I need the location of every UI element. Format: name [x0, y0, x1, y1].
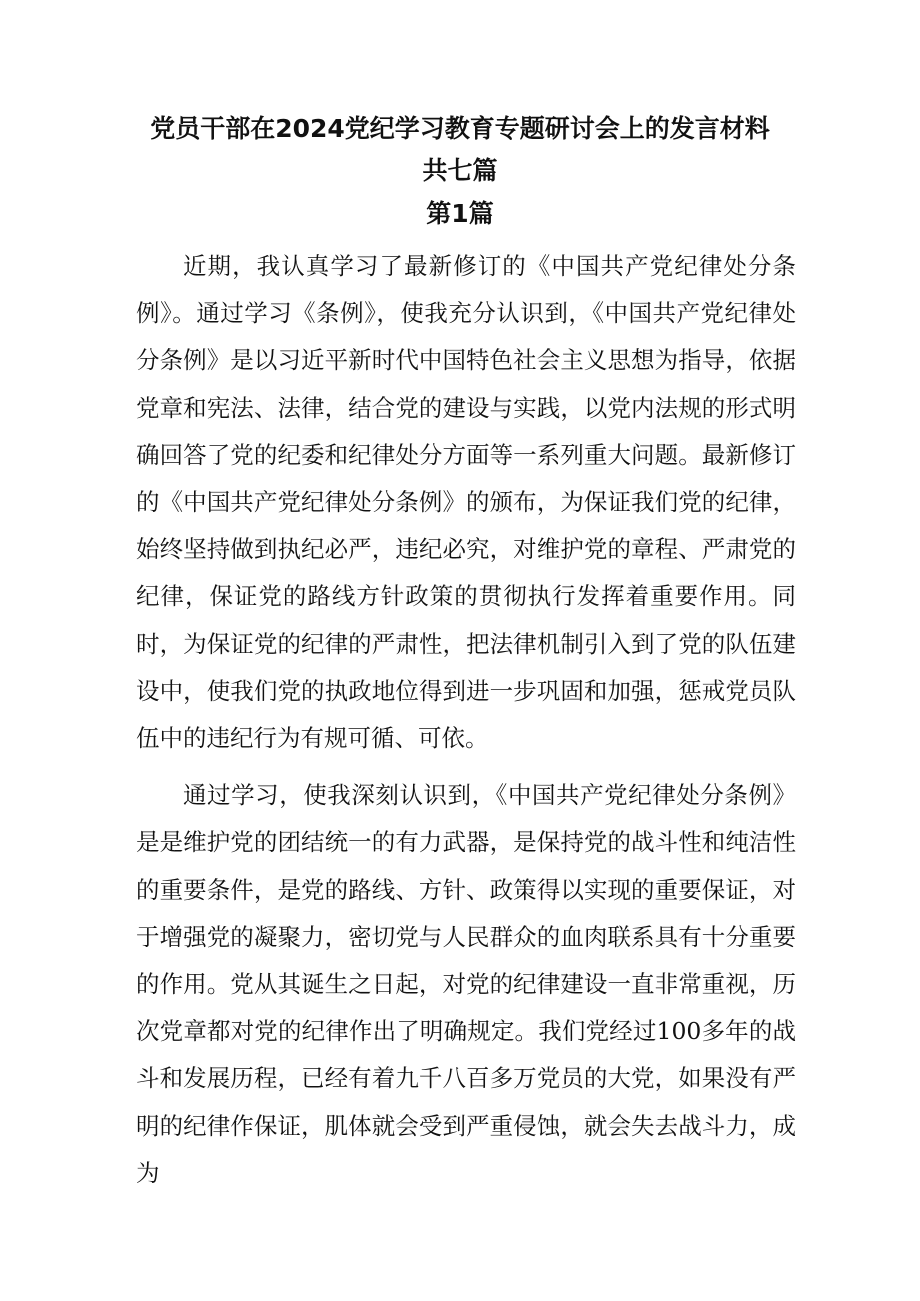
body-paragraph-2: 通过学习，使我深刻认识到，《中国共产党纪律处分条例》是是维护党的团结统一的有力武器，是保持党的战斗性和纯洁性的重要条件，是党的路线、方针、政策得以实现的重要保证，对于增强党的凝聚力，密切党与人民群众的血肉联系具有十分重要的作用。党从其诞生之日起，对党的纪律建设一直非常重视，历次党章都对党的纪律作出了明确规定。我们党经过100多年的战斗和发展历程，已经有着九千八百多万党员的大党，如果没有严明的纪律作保证，肌体就会受到严重侵蚀，就会失去战斗力，成为 [136, 781, 796, 1187]
document-title-line-1: 党员干部在2024党纪学习教育专题研讨会上的发言材料 [150, 114, 770, 143]
document-title-line-2: 共七篇 [422, 156, 498, 185]
document-body [136, 243, 796, 1197]
document-title [0, 108, 920, 192]
body-paragraph-1: 近期，我认真学习了最新修订的《中国共产党纪律处分条例》。通过学习《条例》，使我充分认识到，《中国共产党纪律处分条例》是以习近平新时代中国特色社会主义思想为指导，依据党章和宪法、法律，结合党的建设与实践，以党内法规的形式明确回答了党的纪委和纪律处分方面等一系列重大问题。最新修订的《中国共产党纪律处分条例》的颁布，为保证我们党的纪律，始终坚持做到执纪必严，违纪必究，对维护党的章程、严肃党的纪律，保证党的路线方针政策的贯彻执行发挥着重要作用。同时，为保证党的纪律的严肃性，把法律机制引入到了党的队伍建设中，使我们党的执政地位得到进一步巩固和加强，惩戒党员队伍中的违纪行为有规可循、可依。 [136, 252, 796, 753]
section-heading: 第1篇 [426, 199, 494, 228]
